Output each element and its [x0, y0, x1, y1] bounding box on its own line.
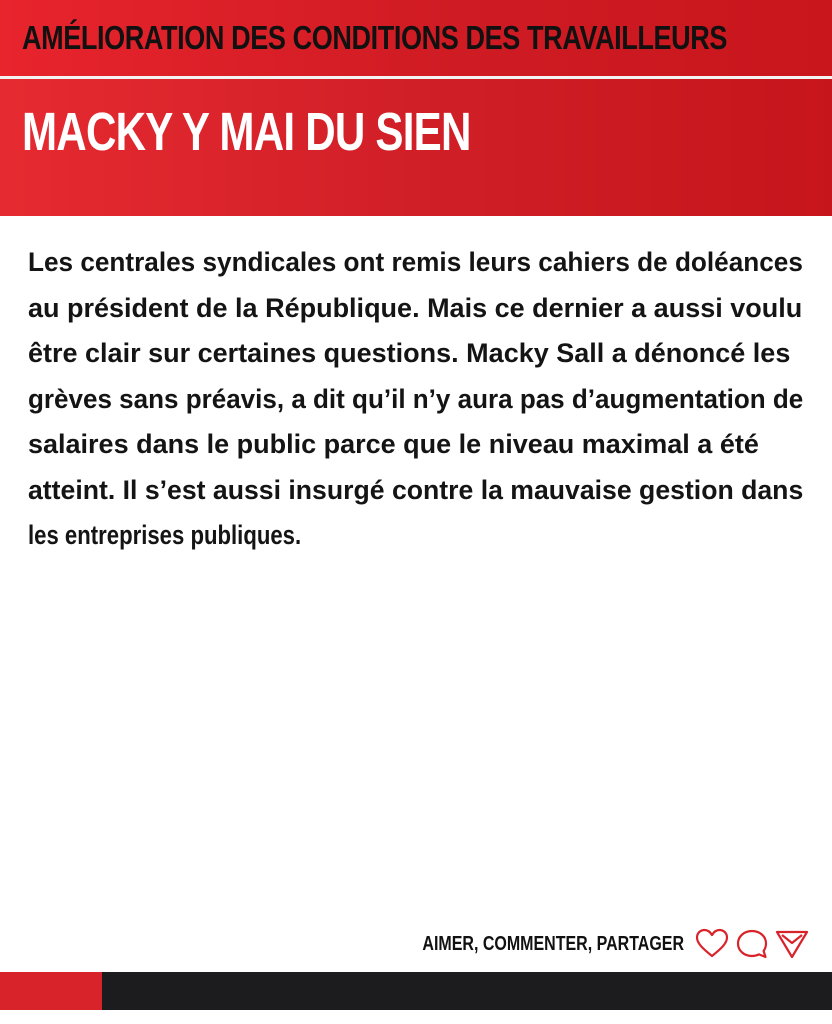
kicker-bar — [0, 0, 832, 76]
article-body — [28, 240, 803, 559]
heart-icon[interactable] — [694, 926, 730, 962]
cta-label: AIMER, COMMENTER, PARTAGER — [422, 932, 684, 955]
cta-row — [357, 924, 810, 964]
headline-title: MACKY Y MAI DU SIEN — [22, 102, 471, 162]
article-line: au président de la République. Mais ce dernier a aussi voulu — [28, 292, 803, 323]
bottom-strip — [102, 972, 832, 1010]
headline-bar — [0, 79, 832, 216]
bottom-bar — [0, 972, 832, 1010]
article-line: être clair sur certaines questions. Macky Sall a dénoncé les — [28, 338, 791, 368]
article-line: les entreprises publiques. — [28, 520, 302, 550]
kicker-title: AMÉLIORATION DES CONDITIONS DES TRAVAILLEURS — [22, 19, 728, 56]
article-line: grèves sans préavis, a dit qu’il n’y aura pas d’augmentation de — [28, 383, 804, 414]
article-line: atteint. Il s’est aussi insurgé contre la mauvaise gestion dans — [28, 474, 804, 505]
send-icon[interactable] — [774, 926, 810, 962]
bottom-accent — [0, 972, 102, 1010]
article-line: salaires dans le public parce que le niveau maximal a été — [28, 429, 759, 459]
comment-icon[interactable] — [734, 926, 770, 962]
article-line: Les centrales syndicales ont remis leurs cahiers de doléances — [28, 247, 803, 277]
